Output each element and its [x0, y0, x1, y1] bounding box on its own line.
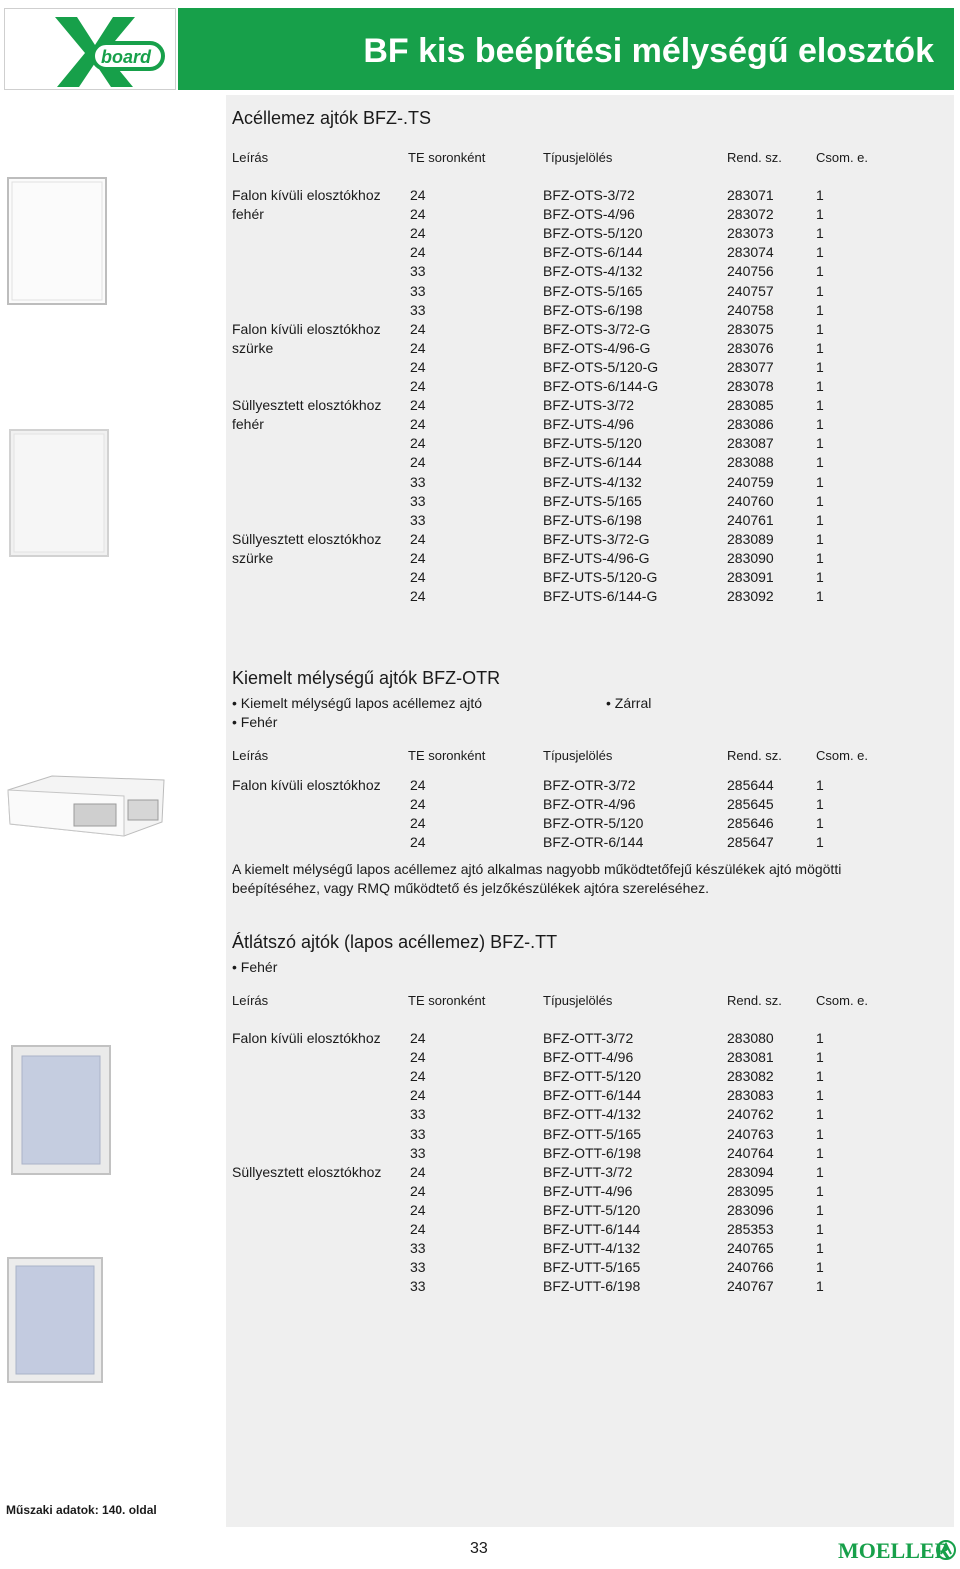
- xboard-logo: [4, 8, 176, 90]
- cell-te: 24: [410, 225, 426, 242]
- cell-te: 24: [410, 320, 426, 337]
- cell-tipus: BFZ-OTS-6/144: [543, 244, 643, 261]
- cell-rend: 283074: [727, 244, 774, 261]
- cell-csom: 1: [816, 435, 824, 452]
- section2-bullet-2: • Fehér: [232, 714, 278, 730]
- cell-rend: 283089: [727, 530, 774, 547]
- cell-tipus: BFZ-OTS-6/198: [543, 301, 643, 318]
- cell-te: 24: [410, 588, 426, 605]
- cell-te: 24: [410, 1163, 426, 1180]
- col-rend: Rend. sz.: [727, 748, 782, 763]
- cell-tipus: BFZ-UTS-4/96-G: [543, 549, 650, 566]
- cell-csom: 1: [816, 1087, 824, 1104]
- cell-leiras: Falon kívüli elosztókhoz: [232, 187, 381, 203]
- cell-tipus: BFZ-UTS-6/144: [543, 454, 642, 471]
- cell-rend: 285645: [727, 796, 774, 813]
- cell-tipus: BFZ-OTS-4/96: [543, 206, 635, 223]
- cell-rend: 283094: [727, 1163, 774, 1180]
- cell-csom: 1: [816, 358, 824, 375]
- cell-te: 33: [410, 282, 426, 299]
- col-rend: Rend. sz.: [727, 150, 782, 165]
- cell-rend: 283075: [727, 320, 774, 337]
- cell-te: 24: [410, 1221, 426, 1237]
- cell-csom: 1: [816, 1106, 824, 1123]
- col-tipus: Típusjelölés: [543, 748, 613, 763]
- cell-tipus: BFZ-OTS-3/72: [543, 187, 635, 203]
- cell-rend: 283077: [727, 358, 774, 375]
- cell-rend: 283071: [727, 187, 774, 203]
- cell-te: 24: [410, 1087, 426, 1104]
- cell-rend: 285646: [727, 815, 774, 832]
- cell-csom: 1: [816, 206, 824, 223]
- cell-csom: 1: [816, 301, 824, 318]
- cell-tipus: BFZ-UTS-4/132: [543, 473, 642, 490]
- cell-te: 33: [410, 511, 426, 528]
- cell-rend: 240757: [727, 282, 774, 299]
- cell-te: 33: [410, 1125, 426, 1142]
- page-title: BF kis beépítési mélységű elosztók: [363, 32, 934, 70]
- section1-title: Acéllemez ajtók BFZ-.TS: [232, 108, 432, 128]
- col-csom: Csom. e.: [816, 993, 869, 1008]
- cell-csom: 1: [816, 569, 824, 585]
- cell-te: 33: [410, 1144, 426, 1161]
- cell-tipus: BFZ-OTS-5/120: [543, 225, 643, 242]
- cell-rend: 283096: [727, 1201, 774, 1218]
- cell-csom: 1: [816, 187, 824, 203]
- cell-tipus: BFZ-UTT-5/165: [543, 1259, 641, 1276]
- cell-rend: 285353: [727, 1221, 774, 1237]
- cell-te: 24: [410, 777, 426, 793]
- cell-tipus: BFZ-OTR-3/72: [543, 777, 636, 793]
- col-te: TE soronként: [408, 748, 486, 763]
- cell-csom: 1: [816, 320, 824, 337]
- cell-csom: 1: [816, 282, 824, 299]
- cell-rend: 240759: [727, 473, 774, 490]
- cell-tipus: BFZ-OTS-6/144-G: [543, 378, 659, 394]
- cell-csom: 1: [816, 397, 824, 414]
- cell-tipus: BFZ-UTS-3/72-G: [543, 530, 650, 547]
- cell-tipus: BFZ-OTR-5/120: [543, 815, 644, 832]
- cell-te: 24: [410, 435, 426, 452]
- cell-rend: 285644: [727, 777, 774, 793]
- cell-csom: 1: [816, 1182, 824, 1199]
- cell-te: 24: [410, 358, 426, 375]
- cell-rend: 283078: [727, 378, 774, 394]
- cell-te: 24: [410, 454, 426, 471]
- cell-tipus: BFZ-UTS-6/198: [543, 511, 642, 528]
- cell-tipus: BFZ-UTS-6/144-G: [543, 588, 658, 605]
- cell-csom: 1: [816, 1049, 824, 1066]
- cell-te: 24: [410, 1201, 426, 1218]
- transparent-door-photo-flush: [6, 1256, 106, 1386]
- section2-bullet-1: • Kiemelt mélységű lapos acéllemez ajtó: [232, 695, 483, 711]
- tech-data-note: Műszaki adatok: 140. oldal: [6, 1503, 157, 1517]
- cell-csom: 1: [816, 549, 824, 566]
- cell-leiras: Süllyesztett elosztókhoz: [232, 397, 382, 414]
- cell-tipus: BFZ-UTS-5/165: [543, 492, 642, 509]
- cell-rend: 283072: [727, 206, 774, 223]
- cell-te: 33: [410, 473, 426, 490]
- cell-te: 24: [410, 530, 426, 547]
- cell-tipus: BFZ-UTT-6/198: [543, 1278, 641, 1295]
- cell-csom: 1: [816, 492, 824, 509]
- brand-text: MOELLER: [838, 1538, 951, 1563]
- cell-te: 24: [410, 339, 426, 356]
- cell-te: 24: [410, 397, 426, 414]
- cell-rend: 240765: [727, 1240, 774, 1257]
- header-band: [178, 8, 954, 90]
- cell-rend: 283076: [727, 339, 774, 356]
- flush-door-photo: [8, 428, 112, 560]
- cell-csom: 1: [816, 1144, 824, 1161]
- col-te: TE soronként: [408, 150, 486, 165]
- cell-csom: 1: [816, 1125, 824, 1142]
- cell-tipus: BFZ-OTS-5/165: [543, 282, 643, 299]
- cell-tipus: BFZ-UTT-4/132: [543, 1240, 641, 1257]
- cell-te: 24: [410, 1030, 426, 1046]
- cell-csom: 1: [816, 1201, 824, 1218]
- cell-rend: 283082: [727, 1068, 774, 1085]
- cell-csom: 1: [816, 225, 824, 242]
- moeller-logo-icon: [838, 1536, 956, 1564]
- cell-te: 33: [410, 1106, 426, 1123]
- transparent-door-photo-surface: [10, 1044, 114, 1178]
- cell-leiras: szürke: [232, 549, 274, 566]
- cell-tipus: BFZ-OTS-4/96-G: [543, 339, 651, 356]
- cell-csom: 1: [816, 263, 824, 280]
- cell-rend: 240761: [727, 511, 774, 528]
- cell-te: 24: [410, 244, 426, 261]
- cell-leiras: fehér: [232, 416, 264, 433]
- col-leiras: Leírás: [232, 748, 269, 763]
- cell-te: 24: [410, 187, 426, 203]
- cell-tipus: BFZ-OTR-6/144: [543, 834, 644, 851]
- cell-tipus: BFZ-OTT-5/165: [543, 1125, 642, 1142]
- cell-tipus: BFZ-OTT-3/72: [543, 1030, 634, 1046]
- cell-rend: 240767: [727, 1278, 774, 1295]
- section2-note-line-2: beépítéséhez, vagy RMQ működtető és jelzőkészülékek ajtóra szereléséhez.: [232, 880, 710, 896]
- cell-csom: 1: [816, 511, 824, 528]
- cell-te: 24: [410, 1068, 426, 1085]
- cell-rend: 285647: [727, 834, 774, 851]
- cell-tipus: BFZ-UTT-5/120: [543, 1201, 641, 1218]
- cell-te: 33: [410, 1240, 426, 1257]
- col-leiras: Leírás: [232, 993, 269, 1008]
- section3-title: Átlátszó ajtók (lapos acéllemez) BFZ-.TT: [232, 932, 558, 952]
- cell-tipus: BFZ-UTT-4/96: [543, 1182, 633, 1199]
- cell-te: 24: [410, 378, 426, 394]
- cell-tipus: BFZ-OTT-6/198: [543, 1144, 642, 1161]
- cell-leiras: Falon kívüli elosztókhoz: [232, 1030, 381, 1046]
- cell-te: 33: [410, 1278, 426, 1295]
- cell-rend: 283092: [727, 588, 774, 605]
- cell-csom: 1: [816, 815, 824, 832]
- cell-tipus: BFZ-UTT-6/144: [543, 1221, 641, 1237]
- cell-csom: 1: [816, 1221, 824, 1237]
- cell-tipus: BFZ-OTS-3/72-G: [543, 320, 651, 337]
- cell-rend: 283086: [727, 416, 774, 433]
- cell-tipus: BFZ-OTT-4/132: [543, 1106, 642, 1123]
- cell-te: 33: [410, 263, 426, 280]
- cell-rend: 240758: [727, 301, 774, 318]
- col-csom: Csom. e.: [816, 748, 869, 763]
- cell-tipus: BFZ-OTS-5/120-G: [543, 358, 659, 375]
- cell-csom: 1: [816, 378, 824, 394]
- cell-rend: 283090: [727, 549, 774, 566]
- cell-te: 33: [410, 492, 426, 509]
- cell-tipus: BFZ-UTS-3/72: [543, 397, 635, 414]
- col-csom: Csom. e.: [816, 150, 869, 165]
- col-rend: Rend. sz.: [727, 993, 782, 1008]
- cell-rend: 240760: [727, 492, 774, 509]
- cell-tipus: BFZ-UTT-3/72: [543, 1163, 633, 1180]
- cell-te: 24: [410, 416, 426, 433]
- cell-csom: 1: [816, 796, 824, 813]
- cell-rend: 240763: [727, 1125, 774, 1142]
- cell-csom: 1: [816, 1278, 824, 1295]
- cell-csom: 1: [816, 588, 824, 605]
- logo-text: board: [101, 47, 152, 67]
- col-leiras: Leírás: [232, 150, 269, 165]
- cell-tipus: BFZ-UTS-4/96: [543, 416, 635, 433]
- cell-rend: 283073: [727, 225, 774, 242]
- col-tipus: Típusjelölés: [543, 150, 613, 165]
- deep-door-photo: [4, 772, 168, 838]
- cell-rend: 283088: [727, 454, 774, 471]
- cell-csom: 1: [816, 339, 824, 356]
- col-te: TE soronként: [408, 993, 486, 1008]
- cell-csom: 1: [816, 1068, 824, 1085]
- cell-rend: 283085: [727, 397, 774, 414]
- section2-bullet-3: • Zárral: [606, 695, 652, 711]
- cell-rend: 283081: [727, 1049, 774, 1066]
- section2-title: Kiemelt mélységű ajtók BFZ-OTR: [232, 668, 501, 688]
- cell-tipus: BFZ-UTS-5/120: [543, 435, 642, 452]
- cell-tipus: BFZ-OTT-5/120: [543, 1068, 642, 1085]
- cell-te: 33: [410, 301, 426, 318]
- cell-rend: 240762: [727, 1106, 774, 1123]
- cell-leiras: szürke: [232, 339, 274, 356]
- cell-csom: 1: [816, 1240, 824, 1257]
- cell-leiras: Falon kívüli elosztókhoz: [232, 777, 381, 793]
- cell-tipus: BFZ-OTT-6/144: [543, 1087, 642, 1104]
- cell-rend: 240756: [727, 263, 774, 280]
- cell-rend: 240764: [727, 1144, 774, 1161]
- section3-bullet: • Fehér: [232, 959, 278, 975]
- cell-leiras: Süllyesztett elosztókhoz: [232, 530, 382, 547]
- cell-rend: 283083: [727, 1087, 774, 1104]
- xboard-logo-icon: [5, 9, 175, 89]
- cell-csom: 1: [816, 473, 824, 490]
- cell-te: 24: [410, 569, 426, 585]
- cell-te: 24: [410, 1182, 426, 1199]
- cell-rend: 283087: [727, 435, 774, 452]
- cell-rend: 283091: [727, 569, 774, 585]
- white-door-photo: [6, 176, 110, 308]
- cell-te: 24: [410, 206, 426, 223]
- cell-leiras: Süllyesztett elosztókhoz: [232, 1163, 382, 1180]
- moeller-logo: [838, 1536, 956, 1569]
- cell-csom: 1: [816, 834, 824, 851]
- cell-te: 33: [410, 1259, 426, 1276]
- cell-tipus: BFZ-OTR-4/96: [543, 796, 636, 813]
- cell-te: 24: [410, 834, 426, 851]
- cell-te: 24: [410, 796, 426, 813]
- cell-tipus: BFZ-UTS-5/120-G: [543, 569, 658, 585]
- cell-tipus: BFZ-OTS-4/132: [543, 263, 643, 280]
- cell-tipus: BFZ-OTT-4/96: [543, 1049, 634, 1066]
- cell-te: 24: [410, 1049, 426, 1066]
- cell-csom: 1: [816, 416, 824, 433]
- cell-leiras: Falon kívüli elosztókhoz: [232, 320, 381, 337]
- cell-rend: 283080: [727, 1030, 774, 1046]
- cell-csom: 1: [816, 244, 824, 261]
- cell-csom: 1: [816, 454, 824, 471]
- cell-te: 24: [410, 815, 426, 832]
- cell-csom: 1: [816, 530, 824, 547]
- cell-csom: 1: [816, 1259, 824, 1276]
- cell-rend: 283095: [727, 1182, 774, 1199]
- col-tipus: Típusjelölés: [543, 993, 613, 1008]
- cell-csom: 1: [816, 1163, 824, 1180]
- cell-csom: 1: [816, 1030, 824, 1046]
- cell-rend: 240766: [727, 1259, 774, 1276]
- section2-note-line-1: A kiemelt mélységű lapos acéllemez ajtó alkalmas nagyobb működtetőfejű készülékek ajtó mögötti: [232, 861, 842, 877]
- cell-csom: 1: [816, 777, 824, 793]
- cell-te: 24: [410, 549, 426, 566]
- cell-leiras: fehér: [232, 206, 264, 223]
- page-number: 33: [470, 1540, 488, 1557]
